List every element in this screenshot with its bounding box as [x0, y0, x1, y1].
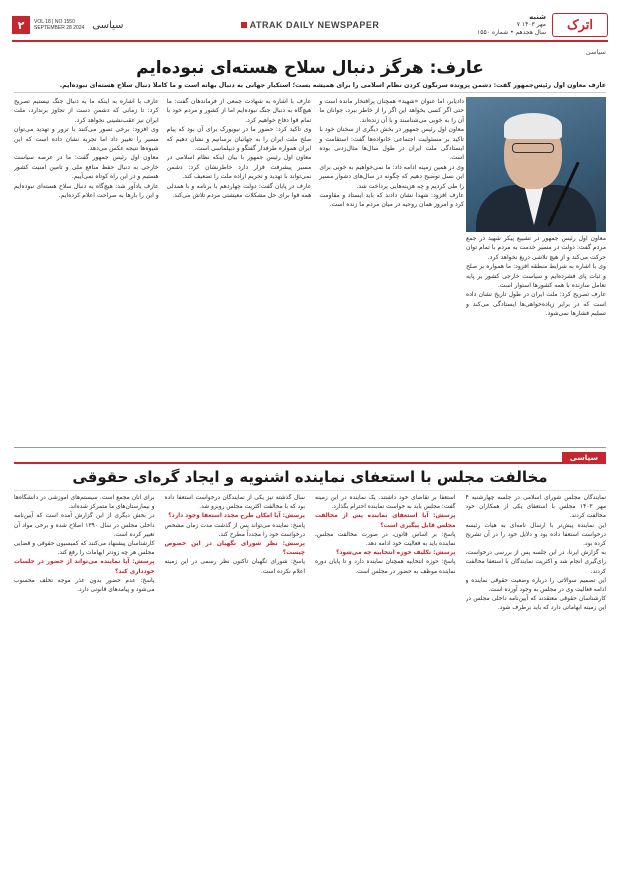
persian-date	[477, 13, 546, 37]
answer: پاسخ: عدم حضور بدون عذر موجه تخلف محسوب می‌شود و پیامدهای قانونی دارد.	[14, 577, 155, 594]
paper-name-text: ATRAK DAILY NEWSPAPER	[249, 20, 380, 30]
english-date: SEPTEMBER 28 2024	[34, 25, 85, 31]
paragraph: معاون اول رئیس جمهور در بخش دیگری از سخنان خود با تاکید بر مسئولیت اجتماعی خانواده‌ها گفت: استقامت و ایستادگی ملت ایران در طول سال‌ها مثال‌زدنی بوده است.	[319, 126, 464, 162]
question: پرسش: آیا نماینده می‌تواند از حضور در جلسات خودداری کند؟	[14, 559, 155, 575]
article-column	[14, 97, 159, 441]
answer: پاسخ: حوزه انتخابیه همچنان نماینده دارد و تا پایان دوره نماینده موظف به حضور در مجلس است.	[315, 559, 456, 575]
paragraph: عارف افزود: شهدا نشان دادند که باید ایستاد و مقاومت کرد و امروز همان روحیه در میان مردم ما زنده است.	[319, 192, 464, 209]
answer: پاسخ: بر اساس قانون، در صورت مخالفت مجلس، نماینده باید به فعالیت خود ادامه دهد.	[315, 531, 456, 548]
paragraph: در بخش دیگری از این گزارش آمده است که آیین‌نامه داخلی مجلس در سال ۱۳۹۰ اصلاح شده و برخی مواد آن تغییر کرده است.	[14, 513, 155, 538]
square-bullet-icon	[241, 22, 247, 28]
paragraph: وی تاکید کرد: حضور ما در نیویورک برای آن بود که پیام صلح ملت ایران را به جهانیان برسانیم و نشان دهیم که ایران همواره طرفدار گفتگو و دیپلماسی است.	[166, 126, 312, 153]
section-bar	[14, 452, 606, 464]
section-divider	[14, 447, 606, 448]
headline-rule	[14, 490, 606, 491]
paragraph: استعفا بر تقاضای خود داشتند. یک نماینده در این زمینه گفت: مجلس باید به خواست نماینده احترام بگذارد.	[315, 495, 456, 511]
article-column	[315, 494, 456, 872]
bottom-headline: مخالفت مجلس با استعفای نماینده اشنویه و ایجاد گره‌ای حقوقی	[72, 468, 548, 486]
paragraph: وی با اشاره به شرایط منطقه افزود: ما همواره بر صلح و ثبات پای فشرده‌ایم و سیاست خارجی کشور بر پایه تعامل سازنده با همه کشورها استوار است.	[466, 263, 606, 290]
top-headline: عارف: هرگز دنبال سلاح هسته‌ای نبوده‌ایم	[136, 58, 484, 78]
speaker-photo	[466, 97, 606, 232]
paragraph: عارف با اشاره به اینکه ما به دنبال جنگ نیستیم تصریح کرد: تا زمانی که دشمن دست از تجاوز برندارد، ملت ایران نیز عقب‌نشینی نخواهد کرد.	[13, 98, 159, 124]
paragraph: سال گذشته نیز یکی از نمایندگان درخواست استعفا داده بود که با مخالفت اکثریت مجلس روبرو شد.	[164, 495, 305, 511]
section-tag: سیاسی	[562, 452, 606, 464]
volume-info	[34, 19, 84, 31]
answer: پاسخ: شورای نگهبان تاکنون نظر رسمی در این زمینه اعلام نکرده است.	[164, 559, 305, 575]
page-number: ۲	[12, 16, 30, 34]
paragraph: به گزارش ایرنا، در این جلسه پس از بررسی درخواست، رای‌گیری انجام شد و اکثریت نمایندگان با استعفا مخالفت کردند.	[465, 550, 606, 575]
top-lead: عارف معاون اول رئیس‌جمهور گفت: دشمن پرونده سرنگون کردن نظام اسلامی را برای همیشه بست؛ استکبار جهانی به دنبال بهانه است و ما کاملاً دنبال سلاح هسته‌ای نبوده‌ایم.	[14, 82, 606, 93]
day-name: شنبه	[529, 13, 546, 21]
paragraph: وی در همین زمینه ادامه داد: ما نمی‌خواهیم به خوبی برای این نسل توضیح دهیم که چگونه در سال‌های دشوار مسیر را طی کردیم و چه هزینه‌هایی پرداخت شد.	[319, 163, 464, 190]
top-article-columns	[14, 97, 464, 441]
article-column	[319, 97, 464, 441]
article-column	[167, 97, 312, 441]
article-column	[466, 494, 607, 872]
photo-glasses	[512, 143, 554, 153]
paragraph: عارف تصریح کرد: ملت ایران در طول تاریخ نشان داده است که در برابر زیاده‌خواهی‌ها ایستادگی می‌کند و تسلیم فشارها نمی‌شود.	[466, 291, 606, 318]
question: پرسش: آیا امکان طرح مجدد استعفا وجود دارد؟	[168, 513, 305, 520]
paragraph: دادیابر، اما عنوان «شهید» همچنان پرافتخار مانده است و حتی اگر کسی بخواهد این اگر را از خاطر ببرد، جوانان ما آن را به خوبی می‌شناسند و با آن زنده‌اند.	[319, 98, 464, 124]
newspaper-logo: اترک	[552, 13, 608, 37]
masthead-right	[448, 13, 608, 37]
paragraph: این نماینده پیش‌تر با ارسال نامه‌ای به هیات رئیسه درخواست استعفا داده بود و دلایل خود را در آن تشریح کرده بود.	[465, 522, 606, 548]
article-column	[14, 494, 155, 872]
paragraph: عارف یادآور شد: هیچ‌گاه به دنبال سلاح هسته‌ای نبوده‌ایم و این را بارها به صراحت اعلام کرده‌ایم.	[13, 182, 159, 200]
masthead-left	[12, 16, 172, 34]
paragraph: وی افزود: برخی تصور می‌کنند با ترور و تهدید می‌توان مسیر را تغییر داد اما تجربه نشان داده است که این شیوه‌ها نتیجه عکس می‌دهد.	[13, 126, 159, 153]
paragraph: این تصمیم سوالاتی را درباره وضعیت حقوقی نماینده و ادامه فعالیت وی در مجلس به وجود آورده است.	[465, 577, 606, 594]
paragraph: معاون اول رئیس جمهور با بیان اینکه نظام اسلامی در مسیر پیشرفت قرار دارد خاطرنشان کرد: دشمن نمی‌تواند با تهدید و تحریم اراده ملت را تضعیف کند.	[166, 154, 312, 181]
question: پرسش: نظر شورای نگهبان در این خصوص چیست؟	[164, 541, 305, 557]
article-column	[165, 494, 306, 872]
paragraph: معاون اول رئیس جمهور گفت: ما در عرصه سیاست خارجی به دنبال حفظ منافع ملی و تامین امنیت کشور هستیم و در این راه کوتاه نمی‌آییم.	[13, 154, 159, 181]
paper-name	[172, 20, 448, 30]
top-kicker: سیاسی	[585, 48, 606, 56]
paragraph: کارشناسان پیشنهاد می‌کنند که کمیسیون حقوقی و قضایی مجلس هر چه زودتر ابهامات را رفع کند.	[14, 541, 155, 557]
paragraph: عارف در پایان گفت: دولت چهاردهم با برنامه و با همدلی همه قوا برای حل مشکلات معیشتی مردم تلاش می‌کند.	[166, 182, 312, 200]
paragraph: برای آنان مجمع است. سیستم‌های آموزشی در دانشگاه‌ها و بیمارستان‌های ما متمرکز شده‌اند.	[14, 495, 155, 511]
masthead-rule	[12, 40, 608, 42]
paragraph: نمایندگان مجلس شورای اسلامی در جلسه چهارشنبه ۴ مهر ۱۴۰۳ مجلس با استعفای یکی از همکاران خود مخالفت کردند.	[465, 495, 606, 520]
article-column	[466, 234, 606, 441]
question: پرسش: آیا استعفای نماینده پس از مخالفت مجلس قابل پیگیری است؟	[315, 513, 456, 529]
paragraph: عارف با اشاره به شهادت جمعی از فرماندهان گفت: ما هیچ‌گاه به دنبال جنگ نبوده‌ایم اما از کشور و مردم خود با تمام قوا دفاع خواهیم کرد.	[166, 98, 312, 124]
question: پرسش: تکلیف حوزه انتخابیه چه می‌شود؟	[335, 550, 456, 557]
date-fa: ۷ مهر ۱۴۰۳	[516, 21, 546, 28]
section-name: سیاسی	[92, 19, 124, 31]
paragraph: کارشناسان حقوقی معتقدند که آیین‌نامه داخلی مجلس در این زمینه ابهاماتی دارد که باید برطرف شود.	[465, 596, 606, 612]
answer: پاسخ: نماینده می‌تواند پس از گذشت مدت زمان مشخص درخواست خود را مجدداً مطرح کند.	[164, 522, 305, 538]
bottom-article-columns	[14, 494, 606, 872]
masthead	[12, 12, 608, 38]
photo-hair	[504, 113, 562, 139]
volume-line: VOL 18 | NO 1550	[34, 19, 75, 25]
paragraph: معاون اول رئیس جمهور در تشییع پیکر شهید در جمع مردم گفت: دولت در مسیر خدمت به مردم با تمام توان حرکت می‌کند و از هیچ تلاشی دریغ نخواهد کرد.	[466, 235, 606, 261]
top-article-right-column	[466, 234, 606, 441]
issue-line: سال هجدهم • شماره ۱۵۵۰	[477, 29, 546, 36]
